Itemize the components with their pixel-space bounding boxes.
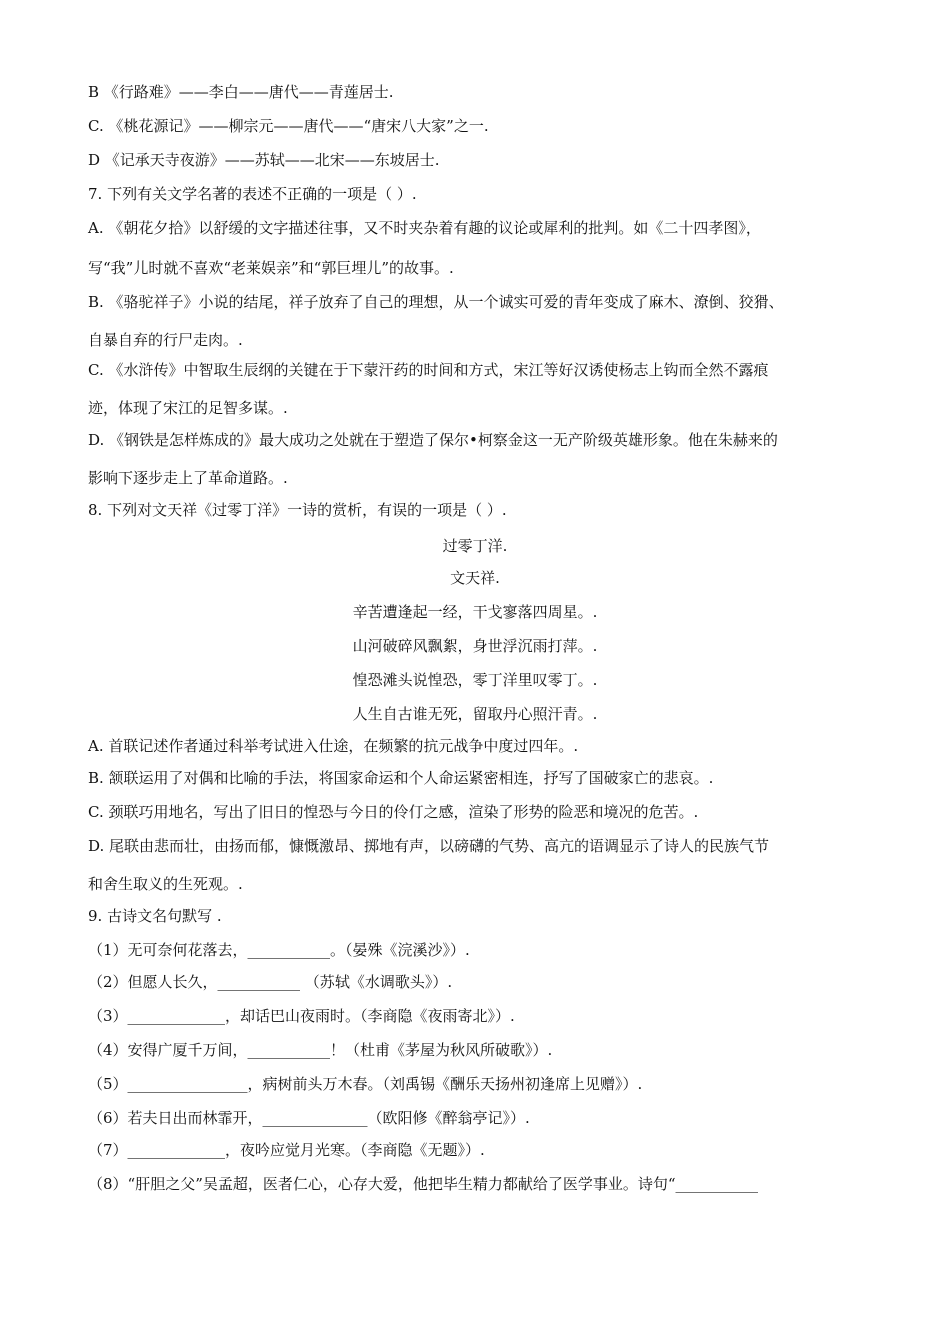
text-line: A. 《朝花夕拾》以舒缓的文字描述往事，又不时夹杂着有趣的议论或犀利的批判。如《二十四孝图》，: [88, 219, 761, 237]
text-line: B. 《骆驼祥子》小说的结尾，祥子放弃了自己的理想，从一个诚实可爱的青年变成了麻木、潦倒、狡猾、: [88, 293, 784, 311]
fill-blank-line: （2）但愿人长久，___________ （苏轼《水调歌头》）.: [88, 973, 453, 991]
fill-blank-line: （4）安得广厦千万间，___________！（杜甫《茅屋为秋风所破歌》）.: [88, 1041, 553, 1059]
text-line: 7. 下列有关文学名著的表述不正确的一项是（ ）.: [88, 185, 417, 203]
option-line: C. 颈联巧用地名，写出了旧日的惶恐与今日的伶仃之感，渲染了形势的险恶和境况的危苦。.: [88, 803, 699, 821]
option-line: B. 颔联运用了对偶和比喻的手法，将国家命运和个人命运紧密相连，抒写了国破家亡的悲哀。.: [88, 769, 714, 787]
option-line: 和舍生取义的生死观。.: [88, 875, 243, 893]
poem-verse-4: 人生自古谁无死，留取丹心照汗青。.: [352, 705, 598, 723]
poem-author: 文天祥.: [450, 569, 500, 587]
poem-verse-3: 惶恐滩头说惶恐，零丁洋里叹零丁。.: [352, 671, 598, 689]
text-line: C. 《水浒传》中智取生辰纲的关键在于下蒙汗药的时间和方式，宋江等好汉诱使杨志上钩而全然不露痕: [88, 361, 769, 379]
fill-blank-line: （3）_____________，却话巴山夜雨时。（李商隐《夜雨寄北》）.: [88, 1007, 515, 1025]
fill-blank-line: （6）若夫日出而林霏开，______________（欧阳修《醉翁亭记》）.: [88, 1109, 530, 1127]
fill-blank-line: （8）“肝胆之父”吴孟超，医者仁心，心存大爱，他把毕生精力都献给了医学事业。诗句“___________: [88, 1175, 759, 1193]
poem-verse-2: 山河破碎风飘絮，身世浮沉雨打萍。.: [352, 637, 598, 655]
text-line: 8. 下列对文天祥《过零丁洋》一诗的赏析，有误的一项是（ ）.: [88, 501, 507, 519]
fill-blank-line: 9. 古诗文名句默写 .: [88, 907, 222, 925]
text-line: 写“我”儿时就不喜欢“老莱娱亲”和“郭巨埋儿”的故事。.: [88, 259, 454, 277]
fill-blank-line: （5）________________，病树前头万木春。（刘禹锡《酬乐天扬州初逢席上见赠》）.: [88, 1075, 643, 1093]
text-line: 自暴自弃的行尸走肉。.: [88, 331, 243, 349]
option-line: A. 首联记述作者通过科举考试进入仕途，在频繁的抗元战争中度过四年。.: [88, 737, 579, 755]
text-line: D 《记承天寺夜游》——苏轼——北宋——东坡居士.: [88, 151, 440, 169]
text-line: D. 《钢铁是怎样炼成的》最大成功之处就在于塑造了保尔•柯察金这一无产阶级英雄形象。他在朱赫来的: [88, 431, 778, 449]
poem-verse-1: 辛苦遭逢起一经，干戈寥落四周星。.: [352, 603, 598, 621]
fill-blank-line: （1）无可奈何花落去，___________。（晏殊《浣溪沙》）.: [88, 941, 470, 959]
poem-title: 过零丁洋.: [442, 537, 508, 555]
text-line: 影响下逐步走上了革命道路。.: [88, 469, 288, 487]
option-line: D. 尾联由悲而壮，由扬而郁，慷慨激昂、掷地有声，以磅礴的气势、高亢的语调显示了诗人的民族气节: [88, 837, 770, 855]
text-line: C. 《桃花源记》——柳宗元——唐代——“唐宋八大家”之一.: [88, 117, 489, 135]
text-line: 迹，体现了宋江的足智多谋。.: [88, 399, 288, 417]
fill-blank-line: （7）_____________，夜吟应觉月光寒。（李商隐《无题》）.: [88, 1141, 485, 1159]
text-line: B 《行路难》——李白——唐代——青莲居士.: [88, 83, 394, 101]
